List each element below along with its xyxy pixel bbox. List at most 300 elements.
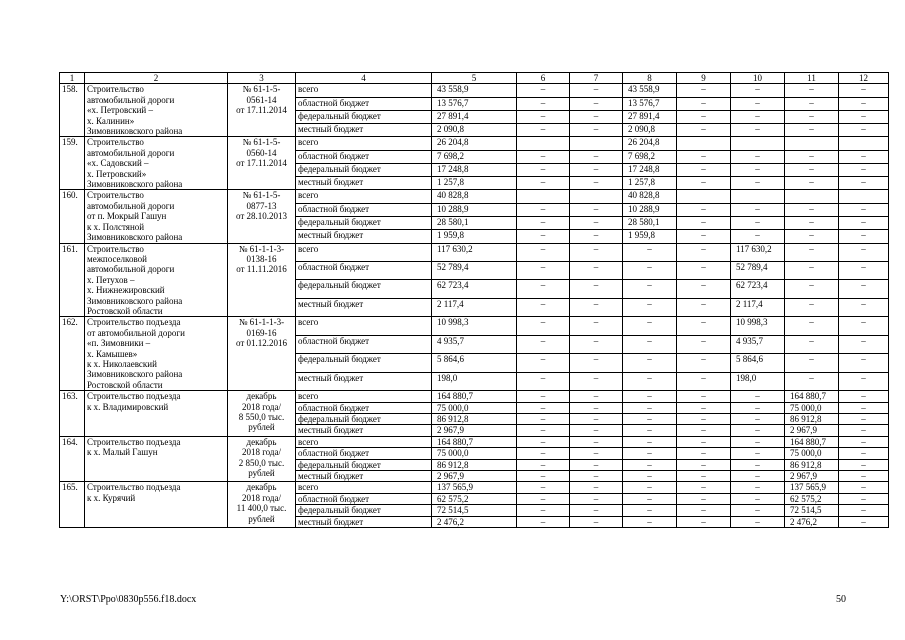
amount-cell: – bbox=[731, 414, 785, 425]
object-name-line: «п. Зимовники – bbox=[87, 338, 151, 349]
amount-cell: – bbox=[839, 243, 889, 261]
amount-cell: 2 090,8 bbox=[623, 124, 677, 137]
amount-cell: – bbox=[623, 482, 677, 493]
amount-cell: – bbox=[839, 354, 889, 372]
amount-cell: – bbox=[839, 459, 889, 470]
document-reference-line: 2 850,0 тыс. bbox=[238, 457, 285, 468]
amount-cell: – bbox=[623, 459, 677, 470]
object-name-line: к х. Полстяной bbox=[87, 221, 145, 232]
amount-cell: 198,0 bbox=[731, 372, 785, 390]
amount-cell: – bbox=[731, 124, 785, 137]
funding-source: всего bbox=[296, 391, 432, 402]
document-reference-line: № 61-1-1-3- bbox=[238, 243, 285, 254]
amount-cell: – bbox=[677, 97, 731, 110]
document-reference-line: декабрь bbox=[246, 391, 277, 402]
funding-source: областной бюджет bbox=[296, 493, 432, 504]
amount-cell: – bbox=[839, 516, 889, 527]
document-reference-line: от 17.11.2014 bbox=[236, 158, 287, 169]
amount-cell: – bbox=[623, 280, 677, 298]
funding-source: федеральный бюджет bbox=[296, 459, 432, 470]
amount-cell: – bbox=[517, 448, 570, 459]
amount-cell: – bbox=[570, 482, 623, 493]
amount-cell: – bbox=[517, 163, 570, 176]
amount-cell: 137 565,9 bbox=[432, 482, 517, 493]
object-name-line: от п. Мокрый Гашун bbox=[87, 211, 167, 222]
table-row bbox=[60, 243, 889, 261]
amount-cell: 13 576,7 bbox=[432, 97, 517, 110]
document-reference bbox=[228, 436, 296, 482]
amount-cell: – bbox=[623, 317, 677, 335]
amount-cell: 2 967,9 bbox=[785, 471, 839, 482]
amount-cell: – bbox=[677, 436, 731, 447]
document-reference-line: 11 400,0 тыс. bbox=[236, 503, 287, 514]
amount-cell: – bbox=[731, 402, 785, 413]
document-reference bbox=[228, 391, 296, 437]
amount-cell: 62 723,4 bbox=[432, 280, 517, 298]
page-number: 50 bbox=[836, 594, 846, 605]
amount-cell: – bbox=[677, 471, 731, 482]
object-name-line: Строительство bbox=[87, 243, 144, 254]
amount-cell: – bbox=[677, 414, 731, 425]
amount-cell: 2 117,4 bbox=[731, 298, 785, 316]
funding-source: местный бюджет bbox=[296, 177, 432, 190]
object-name-line: межпоселковой bbox=[87, 253, 147, 264]
amount-cell: – bbox=[839, 482, 889, 493]
amount-cell: 10 288,9 bbox=[432, 203, 517, 216]
amount-cell bbox=[570, 190, 623, 203]
funding-source: всего bbox=[296, 84, 432, 97]
amount-cell: – bbox=[517, 391, 570, 402]
amount-cell: – bbox=[785, 335, 839, 353]
amount-cell: – bbox=[677, 505, 731, 516]
amount-cell: – bbox=[517, 110, 570, 123]
amount-cell: – bbox=[731, 471, 785, 482]
object-name-line: к х. Курячий bbox=[87, 492, 136, 503]
amount-cell: – bbox=[517, 317, 570, 335]
object-name-line: Ростовской области bbox=[87, 379, 163, 390]
header-cell: 12 bbox=[839, 73, 889, 84]
amount-cell: – bbox=[677, 317, 731, 335]
amount-cell bbox=[839, 190, 889, 203]
object-name bbox=[85, 137, 228, 190]
amount-cell: – bbox=[623, 402, 677, 413]
amount-cell: – bbox=[570, 354, 623, 372]
document-reference-line: рублей bbox=[248, 422, 275, 433]
amount-cell: – bbox=[570, 402, 623, 413]
table-row bbox=[60, 84, 889, 97]
amount-cell: – bbox=[570, 150, 623, 163]
amount-cell: – bbox=[623, 243, 677, 261]
amount-cell: 27 891,4 bbox=[623, 110, 677, 123]
amount-cell: – bbox=[517, 505, 570, 516]
amount-cell: 198,0 bbox=[432, 372, 517, 390]
amount-cell: – bbox=[570, 177, 623, 190]
amount-cell: 2 967,9 bbox=[432, 425, 517, 436]
amount-cell: – bbox=[785, 150, 839, 163]
amount-cell: 1 257,8 bbox=[432, 177, 517, 190]
amount-cell: – bbox=[623, 505, 677, 516]
amount-cell: 117 630,2 bbox=[731, 243, 785, 261]
amount-cell: – bbox=[677, 110, 731, 123]
document-reference-line: 0561-14 bbox=[246, 94, 277, 105]
amount-cell: – bbox=[677, 230, 731, 243]
funding-source: областной бюджет bbox=[296, 150, 432, 163]
document-reference-line: 2018 года/ bbox=[241, 492, 282, 503]
amount-cell: – bbox=[839, 84, 889, 97]
object-name bbox=[85, 243, 228, 317]
amount-cell: 62 723,4 bbox=[731, 280, 785, 298]
amount-cell: – bbox=[785, 97, 839, 110]
amount-cell: – bbox=[731, 216, 785, 229]
document-reference-line: № 61-1-5- bbox=[242, 137, 281, 148]
table-row bbox=[60, 482, 889, 493]
object-name-line: Зимовниковского района bbox=[87, 126, 183, 137]
amount-cell: – bbox=[623, 436, 677, 447]
amount-cell: – bbox=[785, 84, 839, 97]
amount-cell: – bbox=[517, 425, 570, 436]
object-name-line: к х. Николаевский bbox=[87, 358, 157, 369]
header-cell: 11 bbox=[785, 73, 839, 84]
amount-cell: – bbox=[839, 216, 889, 229]
amount-cell: – bbox=[623, 425, 677, 436]
amount-cell: – bbox=[677, 448, 731, 459]
amount-cell: 75 000,0 bbox=[785, 448, 839, 459]
amount-cell: – bbox=[570, 459, 623, 470]
header-cell: 2 bbox=[85, 73, 228, 84]
document-reference bbox=[228, 137, 296, 190]
funding-source: местный бюджет bbox=[296, 298, 432, 316]
amount-cell: – bbox=[623, 372, 677, 390]
document-reference-line: № 61-1-1-3- bbox=[238, 317, 285, 328]
object-name-line: Строительство подъезда bbox=[87, 436, 181, 447]
object-name bbox=[85, 190, 228, 243]
object-name-line: х. Камышев» bbox=[87, 348, 138, 359]
amount-cell: 72 514,5 bbox=[785, 505, 839, 516]
funding-source: федеральный бюджет bbox=[296, 414, 432, 425]
amount-cell: 62 575,2 bbox=[432, 493, 517, 504]
document-reference-line: от 17.11.2014 bbox=[236, 105, 287, 116]
header-cell: 9 bbox=[677, 73, 731, 84]
amount-cell: – bbox=[785, 280, 839, 298]
amount-cell: – bbox=[839, 230, 889, 243]
amount-cell: 40 828,8 bbox=[432, 190, 517, 203]
amount-cell: – bbox=[731, 97, 785, 110]
amount-cell: 7 698,2 bbox=[623, 150, 677, 163]
amount-cell: 75 000,0 bbox=[432, 402, 517, 413]
amount-cell: – bbox=[839, 298, 889, 316]
amount-cell: – bbox=[731, 391, 785, 402]
document-reference-line: рублей bbox=[248, 513, 275, 524]
amount-cell: – bbox=[677, 335, 731, 353]
amount-cell: – bbox=[623, 414, 677, 425]
funding-source: всего bbox=[296, 190, 432, 203]
amount-cell: – bbox=[623, 335, 677, 353]
amount-cell: – bbox=[517, 261, 570, 279]
amount-cell: 86 912,8 bbox=[432, 414, 517, 425]
amount-cell: – bbox=[839, 97, 889, 110]
amount-cell: – bbox=[839, 391, 889, 402]
amount-cell: – bbox=[731, 516, 785, 527]
funding-source: местный бюджет bbox=[296, 516, 432, 527]
object-name-line: автомобильной дороги bbox=[87, 94, 175, 105]
funding-source: областной бюджет bbox=[296, 448, 432, 459]
funding-source: федеральный бюджет bbox=[296, 216, 432, 229]
amount-cell: – bbox=[517, 459, 570, 470]
amount-cell: – bbox=[677, 280, 731, 298]
funding-source: местный бюджет bbox=[296, 425, 432, 436]
amount-cell: – bbox=[785, 163, 839, 176]
amount-cell: 17 248,8 bbox=[432, 163, 517, 176]
object-name-line: Строительство подъезда bbox=[87, 482, 181, 493]
amount-cell: 75 000,0 bbox=[432, 448, 517, 459]
object-name-line: Строительство подъезда bbox=[87, 317, 181, 328]
amount-cell: – bbox=[785, 110, 839, 123]
amount-cell: – bbox=[677, 203, 731, 216]
amount-cell: – bbox=[570, 97, 623, 110]
amount-cell bbox=[839, 137, 889, 150]
amount-cell: – bbox=[517, 216, 570, 229]
amount-cell: 26 204,8 bbox=[623, 137, 677, 150]
amount-cell: – bbox=[517, 402, 570, 413]
document-reference-line: от 01.12.2016 bbox=[235, 338, 288, 349]
amount-cell: – bbox=[677, 298, 731, 316]
object-name bbox=[85, 317, 228, 391]
amount-cell: 164 880,7 bbox=[785, 391, 839, 402]
amount-cell: – bbox=[677, 425, 731, 436]
amount-cell: – bbox=[570, 391, 623, 402]
amount-cell: – bbox=[570, 230, 623, 243]
object-name-line: Зимовниковского района bbox=[87, 232, 183, 243]
object-name-line: автомобильной дороги bbox=[87, 147, 175, 158]
amount-cell: – bbox=[517, 482, 570, 493]
amount-cell: – bbox=[677, 402, 731, 413]
object-name bbox=[85, 391, 228, 437]
amount-cell: – bbox=[623, 354, 677, 372]
amount-cell: 10 998,3 bbox=[432, 317, 517, 335]
amount-cell: – bbox=[570, 163, 623, 176]
table-row bbox=[60, 436, 889, 447]
amount-cell: 117 630,2 bbox=[432, 243, 517, 261]
funding-source: областной бюджет bbox=[296, 203, 432, 216]
document-reference-line: № 61-1-5- bbox=[242, 190, 281, 201]
amount-cell: – bbox=[677, 261, 731, 279]
amount-cell: – bbox=[731, 425, 785, 436]
funding-source: всего bbox=[296, 482, 432, 493]
amount-cell: – bbox=[731, 203, 785, 216]
document-reference-line: 0138-16 bbox=[246, 253, 277, 264]
document-reference-line: 0169-16 bbox=[246, 327, 277, 338]
object-name bbox=[85, 84, 228, 137]
amount-cell: 75 000,0 bbox=[785, 402, 839, 413]
amount-cell: – bbox=[839, 177, 889, 190]
object-name-line: х. Петровский» bbox=[87, 168, 147, 179]
amount-cell: – bbox=[731, 84, 785, 97]
amount-cell: – bbox=[677, 354, 731, 372]
amount-cell: – bbox=[785, 124, 839, 137]
document-reference-line: № 61-1-5- bbox=[242, 84, 281, 95]
amount-cell: 5 864,6 bbox=[432, 354, 517, 372]
record-number: 158. bbox=[60, 84, 85, 137]
amount-cell: – bbox=[570, 372, 623, 390]
amount-cell: – bbox=[731, 110, 785, 123]
object-name-line: «х. Петровский – bbox=[87, 105, 153, 116]
amount-cell: – bbox=[517, 414, 570, 425]
amount-cell: – bbox=[785, 230, 839, 243]
document-reference-line: 0560-14 bbox=[246, 147, 277, 158]
amount-cell: – bbox=[517, 493, 570, 504]
amount-cell: – bbox=[517, 354, 570, 372]
amount-cell: – bbox=[677, 482, 731, 493]
header-cell: 7 bbox=[570, 73, 623, 84]
object-name-line: Строительство bbox=[87, 137, 144, 148]
object-name bbox=[85, 436, 228, 482]
amount-cell: – bbox=[677, 391, 731, 402]
amount-cell: – bbox=[731, 505, 785, 516]
amount-cell: – bbox=[517, 84, 570, 97]
amount-cell bbox=[785, 137, 839, 150]
document-reference-line: 2018 года/ bbox=[241, 401, 282, 412]
header-cell: 4 bbox=[296, 73, 432, 84]
amount-cell: 2 967,9 bbox=[432, 471, 517, 482]
object-name-line: Строительство bbox=[87, 190, 144, 201]
amount-cell: 1 959,8 bbox=[432, 230, 517, 243]
table-row bbox=[60, 190, 889, 203]
header-cell: 10 bbox=[731, 73, 785, 84]
amount-cell bbox=[677, 137, 731, 150]
funding-source: всего bbox=[296, 436, 432, 447]
amount-cell: – bbox=[731, 482, 785, 493]
amount-cell: – bbox=[677, 516, 731, 527]
amount-cell: – bbox=[731, 150, 785, 163]
object-name-line: к х. Владимировский bbox=[87, 401, 169, 412]
amount-cell: – bbox=[677, 150, 731, 163]
amount-cell: – bbox=[570, 505, 623, 516]
budget-table bbox=[59, 72, 889, 528]
amount-cell: 13 576,7 bbox=[623, 97, 677, 110]
header-cell: 3 bbox=[228, 73, 296, 84]
document-reference bbox=[228, 84, 296, 137]
amount-cell: – bbox=[570, 317, 623, 335]
amount-cell: – bbox=[570, 243, 623, 261]
amount-cell: – bbox=[517, 230, 570, 243]
amount-cell: 2 476,2 bbox=[432, 516, 517, 527]
amount-cell: 5 864,6 bbox=[731, 354, 785, 372]
amount-cell: 27 891,4 bbox=[432, 110, 517, 123]
amount-cell: – bbox=[517, 243, 570, 261]
record-number: 163. bbox=[60, 391, 85, 437]
amount-cell: – bbox=[623, 448, 677, 459]
document-reference bbox=[228, 482, 296, 528]
amount-cell: – bbox=[839, 203, 889, 216]
table-row bbox=[60, 391, 889, 402]
amount-cell: – bbox=[677, 459, 731, 470]
amount-cell: – bbox=[731, 459, 785, 470]
object-name-line: х. Калинин» bbox=[87, 115, 135, 126]
object-name-line: Ростовской области bbox=[87, 305, 163, 316]
amount-cell: – bbox=[839, 372, 889, 390]
object-name-line: х. Петухов – bbox=[87, 274, 135, 285]
amount-cell: – bbox=[785, 298, 839, 316]
document-reference-line: рублей bbox=[248, 468, 275, 479]
amount-cell: 10 998,3 bbox=[731, 317, 785, 335]
object-name-line: Зимовниковского района bbox=[87, 295, 183, 306]
amount-cell: – bbox=[677, 177, 731, 190]
funding-source: областной бюджет bbox=[296, 402, 432, 413]
amount-cell: – bbox=[517, 516, 570, 527]
amount-cell: – bbox=[839, 493, 889, 504]
amount-cell: – bbox=[839, 280, 889, 298]
document-reference bbox=[228, 317, 296, 391]
amount-cell: 28 580,1 bbox=[432, 216, 517, 229]
amount-cell: – bbox=[785, 354, 839, 372]
amount-cell: – bbox=[839, 110, 889, 123]
amount-cell: 4 935,7 bbox=[432, 335, 517, 353]
funding-source: областной бюджет bbox=[296, 261, 432, 279]
amount-cell: – bbox=[785, 177, 839, 190]
object-name-line: х. Нижнежировский bbox=[87, 285, 165, 296]
amount-cell: – bbox=[570, 216, 623, 229]
amount-cell: 26 204,8 bbox=[432, 137, 517, 150]
amount-cell: 28 580,1 bbox=[623, 216, 677, 229]
amount-cell: 2 090,8 bbox=[432, 124, 517, 137]
record-number: 162. bbox=[60, 317, 85, 391]
amount-cell: – bbox=[517, 372, 570, 390]
amount-cell: – bbox=[570, 414, 623, 425]
table-header-row bbox=[60, 73, 889, 84]
object-name-line: от автомобильной дороги bbox=[87, 327, 185, 338]
amount-cell: – bbox=[731, 177, 785, 190]
amount-cell: – bbox=[570, 203, 623, 216]
amount-cell: – bbox=[623, 516, 677, 527]
object-name-line: Строительство подъезда bbox=[87, 391, 181, 402]
header-cell: 5 bbox=[432, 73, 517, 84]
record-number: 160. bbox=[60, 190, 85, 243]
amount-cell: – bbox=[517, 177, 570, 190]
amount-cell: – bbox=[731, 163, 785, 176]
document-reference-line: 0877-13 bbox=[246, 200, 277, 211]
amount-cell: 52 789,4 bbox=[731, 261, 785, 279]
funding-source: местный бюджет bbox=[296, 124, 432, 137]
document-reference-line: 8 550,0 тыс. bbox=[238, 412, 285, 422]
amount-cell: – bbox=[677, 243, 731, 261]
funding-source: федеральный бюджет bbox=[296, 505, 432, 516]
record-number: 164. bbox=[60, 436, 85, 482]
amount-cell: – bbox=[839, 425, 889, 436]
amount-cell: – bbox=[839, 436, 889, 447]
amount-cell bbox=[785, 190, 839, 203]
amount-cell: – bbox=[517, 298, 570, 316]
amount-cell bbox=[677, 190, 731, 203]
amount-cell: 40 828,8 bbox=[623, 190, 677, 203]
amount-cell: – bbox=[517, 97, 570, 110]
amount-cell: – bbox=[677, 372, 731, 390]
object-name-line: автомобильной дороги bbox=[87, 200, 175, 211]
amount-cell: – bbox=[570, 261, 623, 279]
amount-cell: 4 935,7 bbox=[731, 335, 785, 353]
header-cell: 1 bbox=[60, 73, 85, 84]
amount-cell: 2 967,9 bbox=[785, 425, 839, 436]
funding-source: всего bbox=[296, 243, 432, 261]
amount-cell: – bbox=[623, 493, 677, 504]
amount-cell: – bbox=[623, 471, 677, 482]
amount-cell: – bbox=[677, 84, 731, 97]
amount-cell: – bbox=[517, 335, 570, 353]
amount-cell: – bbox=[839, 261, 889, 279]
amount-cell: – bbox=[623, 391, 677, 402]
amount-cell: 86 912,8 bbox=[432, 459, 517, 470]
funding-source: федеральный бюджет bbox=[296, 163, 432, 176]
amount-cell: 164 880,7 bbox=[432, 436, 517, 447]
